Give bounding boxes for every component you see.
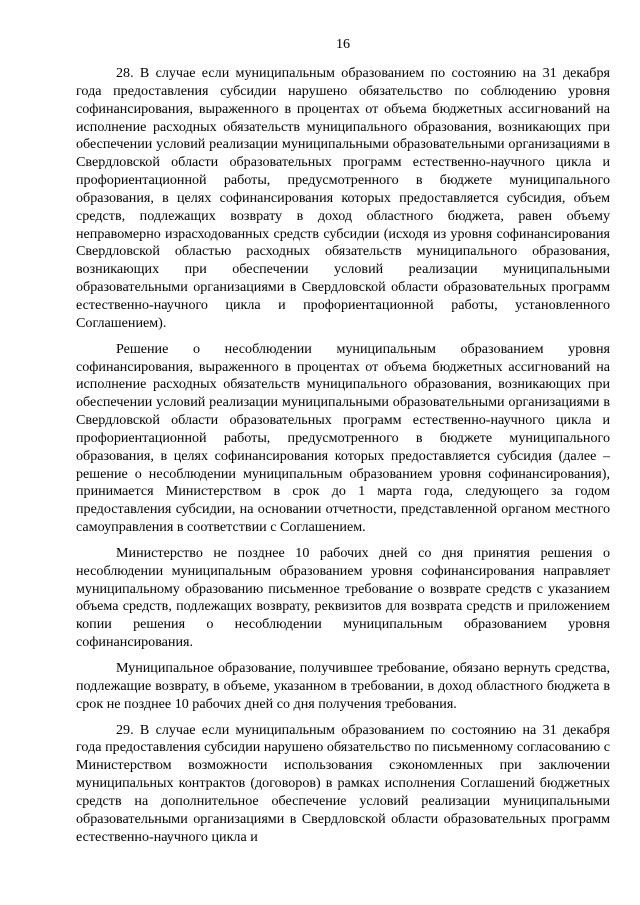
paragraph-decision: Решение о несоблюдении муниципальным образованием уровня софинансирования, выраженного в процентах от объема бюджетных ассигнований на исполнение расходных обязательств муниципального образования, возникающих при обеспечении условий реализации муниципальными образовательными организациями в Свердловской области образовательных программ естественно-научного цикла и профориентационной работы, предусмотренного в бюджете муниципального образования, в целях софинансирования которых предоставляется субсидия (далее – решение о несоблюдении муниципальным образованием уровня софинансирования), принимается Министерством в срок до 1 марта года, следующего за годом предоставления субсидии, на основании отчетности, представленной органом местного самоуправления в соответствии с Соглашением. bbox=[76, 340, 610, 536]
document-page bbox=[76, 36, 610, 854]
paragraph-28: 28. В случае если муниципальным образованием по состоянию на 31 декабря года предоставления субсидии нарушено обязательство по соблюдению уровня софинансирования, выраженного в процентах от объема бюджетных ассигнований на исполнение расходных обязательств муниципального образования, возникающих при обеспечении условий реализации муниципальными образовательными организациями в Свердловской области образовательных программ естественно-научного цикла и профориентационной работы, предусмотренного в бюджете муниципального образования, в целях софинансирования которых предоставляется субсидия, объем средств, подлежащих возврату в доход областного бюджета, равен объему неправомерно израсходованных средств субсидии (исходя из уровня софинансирования Свердловской областью расходных обязательств муниципального образования, возникающих при обеспечении условий реализации муниципальными образовательными организациями в Свердловской области образовательных программ естественно-научного цикла и профориентационной работы, установленного Соглашением). bbox=[76, 65, 610, 331]
paragraph-refund-obligation: Муниципальное образование, получившее требование, обязано вернуть средства, подлежащие возврату, в объеме, указанном в требовании, в доход областного бюджета в срок не позднее 10 рабочих дней со дня получения требования. bbox=[76, 660, 610, 712]
paragraph-ministry-requirement: Министерство не позднее 10 рабочих дней со дня принятия решения о несоблюдении муниципальным образованием уровня софинансирования направляет муниципальному образованию письменное требование о возврате средств с указанием объема средств, подлежащих возврату, реквизитов для возврата средств и приложением копии решения о несоблюдении муниципальным образованием уровня софинансирования. bbox=[76, 544, 610, 651]
paragraph-29: 29. В случае если муниципальным образованием по состоянию на 31 декабря года предоставления субсидии нарушено обязательство по письменному согласованию с Министерством возможности использования сэкономленных при заключении муниципальных контрактов (договоров) в рамках исполнения Соглашений бюджетных средств на дополнительное обеспечение условий реализации муниципальными образовательными организациями в Свердловской области образовательных программ естественно-научного цикла и bbox=[76, 721, 610, 845]
page-number: 16 bbox=[335, 36, 351, 52]
